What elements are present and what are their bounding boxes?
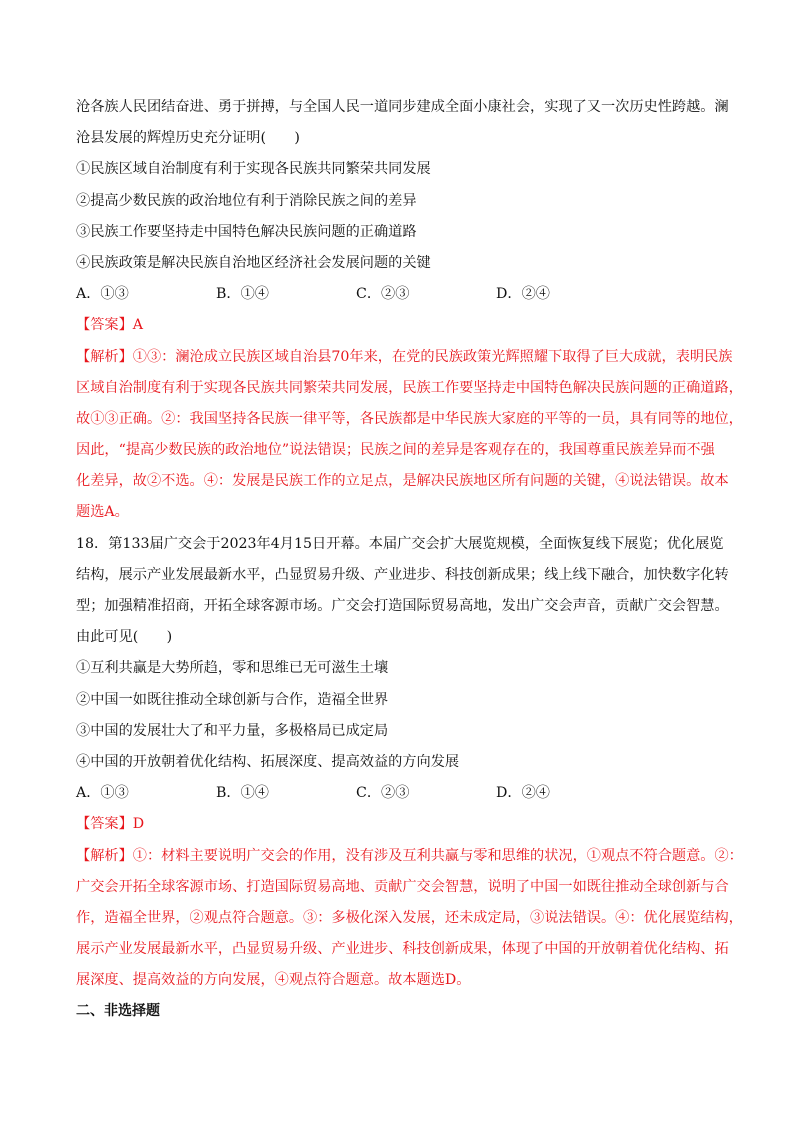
q18-statement: ④中国的开放朝着优化结构、拓展深度、提高效益的方向发展 [76,753,460,770]
question-18 [76,529,743,997]
q18-option-c: C．②③ [356,785,410,802]
q18-option-a: A．①③ [76,785,129,802]
q18-statement: ①互利共赢是大势所趋，零和思维已无可滋生土壤 [76,660,389,677]
q18-stem-line: 型；加强精准招商，开拓全球客源市场。广交会打造国际贸易高地，发出广交会声音，贡献广交会智慧。 [76,598,729,614]
q18-options [76,778,722,809]
q17-option-a: A．①③ [76,286,129,303]
q18-stem-line: 结构，展示产业发展最新水平，凸显贸易升级、产业进步、科技创新成果；线上线下融合，加快数字化转 [76,566,729,583]
q18-answer: 【答案】D [76,816,145,833]
q18-analysis-line: 展示产业发展最新水平，凸显贸易升级、产业进步、科技创新成果，体现了中国的开放朝着优化结构、拓 [76,941,729,958]
q18-analysis-line: 【解析】①：材料主要说明广交会的作用，没有涉及互利共赢与零和思维的状况，①观点不符合题意。②： [76,847,743,864]
q17-options [76,279,722,310]
q17-option-b: B．①④ [216,286,269,303]
q18-stem-line: 由此可见( ) [76,629,173,646]
q17-stem-line: 沧各族人民团结奋进、勇于拼搏，与全国人民一道同步建成全面小康社会，实现了又一次历史性跨越。澜 [76,99,729,115]
q17-analysis-line: 区域自治制度有利于实现各民族共同繁荣共同发展，民族工作要坚持走中国特色解决民族问题的正确道路， [76,379,743,396]
question-17 [76,92,743,529]
q17-statement: ③民族工作要坚持走中国特色解决民族问题的正确道路 [76,223,417,240]
q18-option-b: B．①④ [216,785,269,802]
q17-option-c: C．②③ [356,286,410,303]
q17-answer: 【答案】A [76,317,143,334]
q18-statement: ③中国的发展壮大了和平力量，多极格局已成定局 [76,722,389,739]
page-content [76,92,743,1028]
q18-analysis-line: 作，造福全世界，②观点符合题意。③：多极化深入发展，还未成定局，③说法错误。④：优化展览结构， [76,909,743,926]
q18-analysis-line: 展深度、提高效益的方向发展，④观点符合题意。故本题选D。 [76,972,471,989]
q17-statement: ④民族政策是解决民族自治地区经济社会发展问题的关键 [76,254,431,271]
q18-statement: ②中国一如既往推动全球创新与合作，造福全世界 [76,691,389,708]
q17-analysis-line: 故①③正确。②：我国坚持各民族一律平等，各民族都是中华民族大家庭的平等的一员，具有同等的地位， [76,410,743,427]
q17-statement: ①民族区域自治制度有利于实现各民族共同繁荣共同发展 [76,161,431,178]
q17-option-d: D．②④ [496,286,550,303]
q17-analysis-line: 题选A。 [76,504,129,521]
q18-analysis-line: 广交会开拓全球客源市场、打造国际贸易高地、贡献广交会智慧，说明了中国一如既往推动全球创新与合 [76,878,729,895]
q17-analysis-line: 因此，“提高少数民族的政治地位”说法错误；民族之间的差异是客观存在的，我国尊重民族差异而不强 [76,442,715,459]
section-heading: 二、非选择题 [76,1003,160,1020]
q17-statement: ②提高少数民族的政治地位有利于消除民族之间的差异 [76,192,417,209]
q18-option-d: D．②④ [496,785,550,802]
q17-analysis-line: 【解析】①③：澜沧成立民族区域自治县70年来，在党的民族政策光辉照耀下取得了巨大成就，表明民族 [76,348,733,365]
q17-analysis-line: 化差异，故②不选。④：发展是民族工作的立足点，是解决民族地区所有问题的关键，④说法错误。故本 [76,473,729,490]
q17-stem-line: 沧县发展的辉煌历史充分证明( ) [76,130,300,147]
q18-stem-line: 18．第133届广交会于2023年4月15日开幕。本届广交会扩大展览规模，全面恢复线下展览；优化展览 [76,535,724,552]
